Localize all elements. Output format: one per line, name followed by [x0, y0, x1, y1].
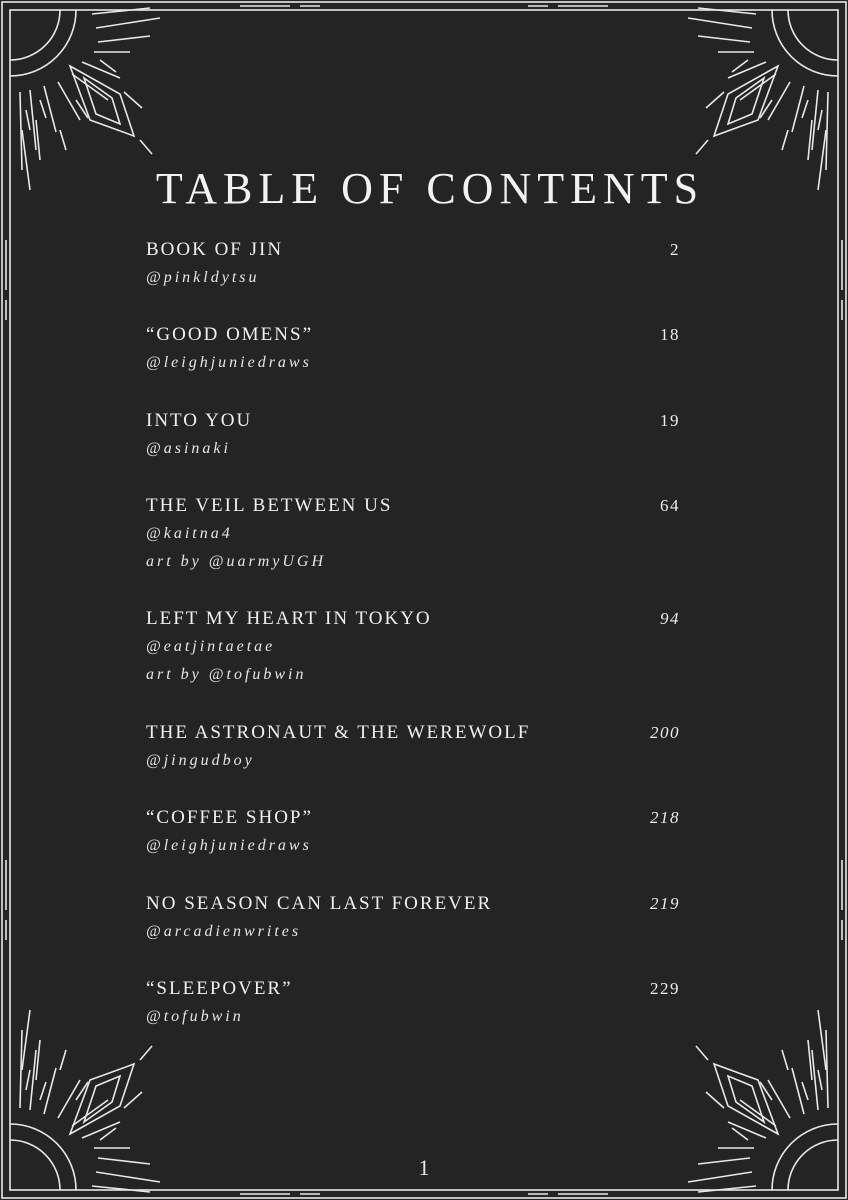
toc-entry-page: 229 — [650, 979, 680, 998]
toc-entry-credit: @leighjuniedraws — [146, 837, 312, 854]
toc-entry-title: THE ASTRONAUT & THE WEREWOLF — [146, 722, 531, 743]
toc-entry-title: NO SEASON CAN LAST FOREVER — [146, 893, 493, 914]
toc-entry — [146, 321, 680, 377]
toc-entry-title: LEFT MY HEART IN TOKYO — [146, 608, 432, 629]
toc-entry-credit: @jingudboy — [146, 752, 255, 769]
toc-entry-title: “COFFEE SHOP” — [146, 807, 313, 828]
toc-entry-credit: @eatjintaetae — [146, 638, 276, 655]
toc-entry-credit: @tofubwin — [146, 1008, 244, 1025]
toc-entry-page: 19 — [660, 411, 680, 430]
toc-entry-credit: @arcadienwrites — [146, 923, 302, 940]
toc-entry-credit: @leighjuniedraws — [146, 354, 312, 371]
page-title: TABLE OF CONTENTS — [155, 164, 705, 213]
toc-entry-title: BOOK OF JIN — [146, 239, 284, 260]
toc-entry-credit: @asinaki — [146, 440, 231, 457]
toc-entry — [146, 804, 680, 860]
toc-entry-page: 2 — [670, 240, 680, 259]
toc-entry-title: INTO YOU — [146, 410, 253, 431]
toc-entry — [146, 492, 680, 576]
toc-entry-title: “SLEEPOVER” — [146, 978, 293, 999]
toc-entry-page: 64 — [660, 496, 680, 515]
toc-entry-page: 218 — [650, 808, 680, 827]
toc-entry-credit: art by @uarmyUGH — [146, 553, 327, 570]
toc-entry — [146, 719, 680, 775]
toc-entry — [146, 890, 680, 946]
toc-entry-page: 219 — [650, 894, 680, 913]
toc-entry-title: THE VEIL BETWEEN US — [146, 495, 393, 516]
toc-entry — [146, 975, 680, 1031]
toc-entry-page: 200 — [650, 723, 680, 742]
toc-entry — [146, 605, 680, 689]
toc-entry-credit: @pinkldytsu — [146, 269, 260, 286]
toc-entry-title: “GOOD OMENS” — [146, 324, 314, 345]
toc-entry-credit: @kaitna4 — [146, 525, 233, 542]
toc-entry-page: 94 — [660, 609, 680, 628]
page-number: 1 — [418, 1155, 430, 1180]
toc-entry-page: 18 — [660, 325, 680, 344]
toc-entry-credit: art by @tofubwin — [146, 666, 307, 683]
toc-entry — [146, 407, 680, 463]
toc-entry — [146, 236, 680, 292]
